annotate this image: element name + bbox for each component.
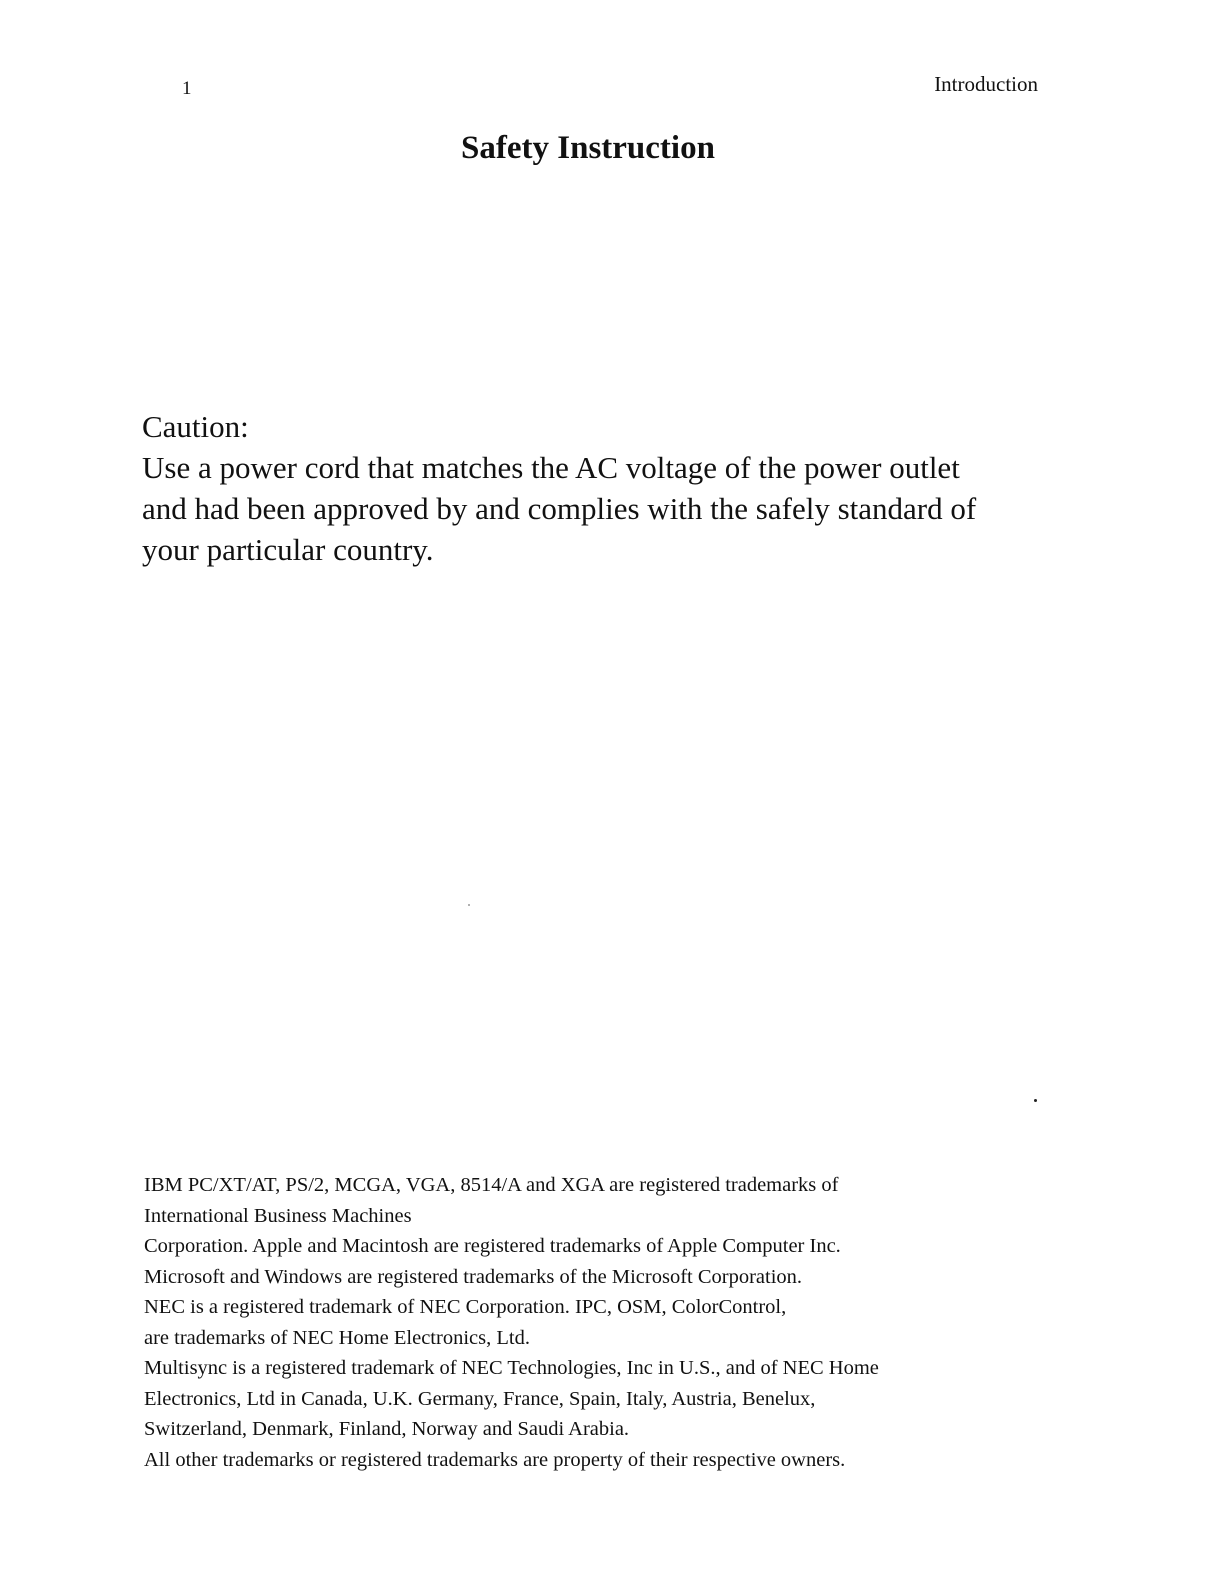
scan-speck [468,904,470,906]
trademark-line: Microsoft and Windows are registered trademarks of the Microsoft Corporation. [144,1265,803,1288]
caution-label: Caution: [142,409,249,444]
caution-line: Use a power cord that matches the AC voltage of the power outlet [142,450,960,485]
trademark-line: IBM PC/XT/AT, PS/2, MCGA, VGA, 8514/A and XGA are registered trademarks of [144,1174,839,1196]
caution-line: your particular country. [142,532,434,567]
caution-line: and had been approved by and complies with the safely standard of [142,491,977,526]
scan-speck [1034,1099,1037,1102]
page-number: 1 [182,78,192,99]
trademark-notice [144,1170,1044,1475]
trademark-line: International Business Machines [144,1204,412,1227]
running-header: Introduction [934,72,1038,96]
trademark-line: Switzerland, Denmark, Finland, Norway and Saudi Arabia. [144,1418,630,1440]
page-title: Safety Instruction [461,130,715,166]
trademark-line: Electronics, Ltd in Canada, U.K. Germany, France, Spain, Italy, Austria, Benelux, [144,1387,816,1410]
trademark-line: NEC is a registered trademark of NEC Corporation. IPC, OSM, ColorControl, [144,1296,787,1318]
trademark-line: All other trademarks or registered trademarks are property of their respective owners. [144,1448,846,1471]
trademark-line: Corporation. Apple and Macintosh are registered trademarks of Apple Computer Inc. [144,1235,841,1257]
caution-block [142,406,1082,570]
trademark-line: Multisync is a registered trademark of NEC Technologies, Inc in U.S., and of NEC Home [144,1357,879,1379]
trademark-line: are trademarks of NEC Home Electronics, Ltd. [144,1326,530,1349]
